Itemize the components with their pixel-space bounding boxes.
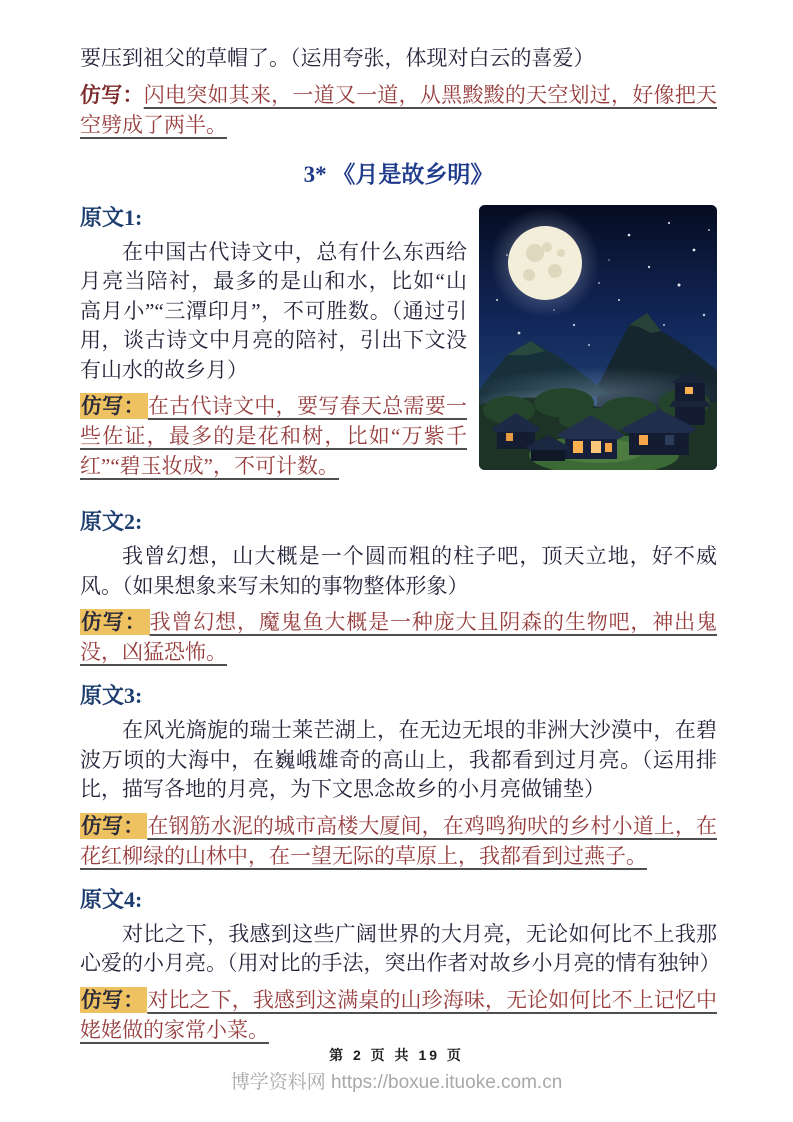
section-original-4 [80,883,721,1045]
page-footer [0,1045,793,1094]
fangxie-label: 仿写： [80,987,147,1013]
fangxie-3 [80,811,717,871]
lesson-title: 3* 《月是故乡明》 [303,161,494,187]
moon-night-scene-svg [479,205,717,470]
intro-fangxie [80,80,717,140]
section-label-3: 原文3: [80,683,143,708]
fangxie-2 [80,607,717,667]
original-text-3: 在风光旖旎的瑞士莱芒湖上，在无边无垠的非洲大沙漠中，在碧波万顷的大海中，在巍峨雄奇的高山上，我都看到过月亮。（运用排比，描写各地的月亮，为下文思念故乡的小月亮做铺垫） [80,718,717,801]
fangxie-label: 仿写： [80,393,148,419]
section-original-3 [80,679,717,871]
section-label-4: 原文4: [80,886,143,912]
original-text-1: 在中国古代诗文中，总有什么东西给月亮当陪衬，最多的是山和水，比如“山高月小”“三潭印月”，不可胜数。（通过引用，谈古诗文中月亮的陪衬，引出下文没有山水的故乡月） [80,239,467,382]
fangxie-text: 在古代诗文中，要写春天总需要一些佐证，最多的是花和树，比如“万紫千红”“碧玉妆成”，不可计数。 [80,394,468,478]
fangxie-4 [80,985,717,1045]
page-number: 第 2 页 共 19 页 [329,1047,464,1063]
original-text-4: 对比之下，我感到这些广阔世界的大月亮，无论如何比不上我那心爱的小月亮。（用对比的手法，突出作者对故乡小月亮的情有独钟） [80,921,721,975]
original-text-2: 我曾幻想，山大概是一个圆而粗的柱子吧，顶天立地，好不威风。（如果想象来写未知的事物整体形象） [80,544,717,598]
moon-night-illustration [479,205,717,470]
section-label-1: 原文1: [80,204,143,230]
site-watermark: 博学资料网 https://boxue.ituoke.com.cn [230,1072,563,1093]
section-original-2 [80,505,717,667]
fangxie-text: 我曾幻想，魔鬼鱼大概是一种庞大且阴森的生物吧，神出鬼没，凶猛恐怖。 [80,610,718,664]
fangxie-text: 在钢筋水泥的城市高楼大厦间，在鸡鸣狗吠的乡村小道上，在花红柳绿的山林中，在一望无际的草原上，我都看到过燕子。 [80,813,717,868]
fangxie-text: 对比之下，我感到这满桌的山珍海味，无论如何比不上记忆中姥姥做的家常小菜。 [80,987,717,1042]
intro-line: 要压到祖父的草帽了。（运用夸张，体现对白云的喜爱） [80,46,595,70]
fangxie-label: 仿写： [80,813,147,839]
section-label-2: 原文2: [80,509,143,534]
section-original-1 [80,201,717,494]
fangxie-text: 闪电突如其来，一道又一道，从黑黢黢的天空划过，好像把天空劈成了两半。 [80,82,718,137]
fangxie-label: 仿写： [80,82,144,107]
fangxie-label: 仿写： [80,609,150,635]
